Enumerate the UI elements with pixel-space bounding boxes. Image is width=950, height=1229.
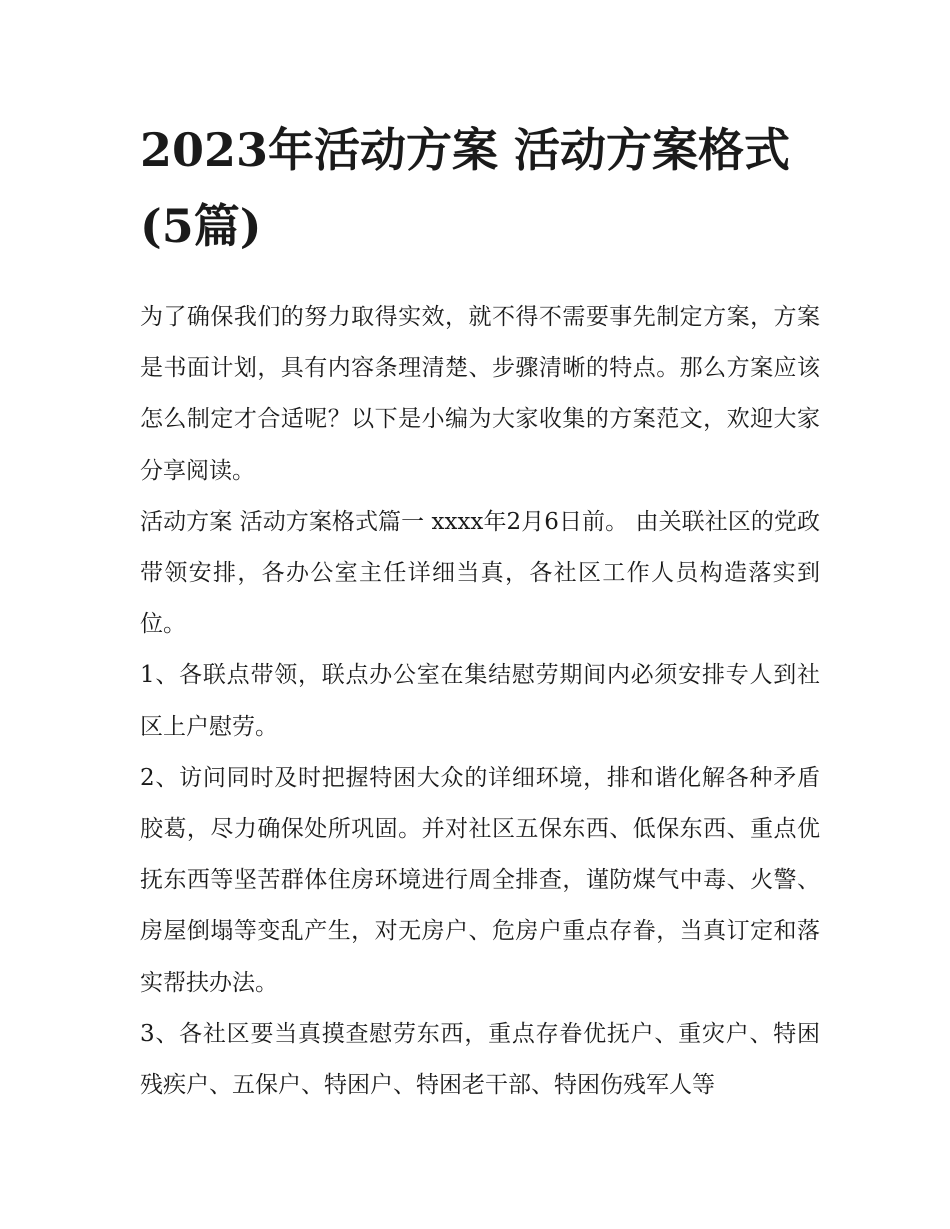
- document-title: 2023年活动方案 活动方案格式(5篇): [140, 123, 791, 253]
- paragraph-section-one: 活动方案 活动方案格式篇一 xxxx年2月6日前。 由关联社区的党政带领安排，各办公室主任详细当真，各社区工作人员构造落实到位。: [140, 508, 820, 638]
- paragraph-item-1: 1、各联点带领，联点办公室在集结慰劳期间内必须安排专人到社区上户慰劳。: [140, 662, 820, 740]
- paragraph-item-2: 2、访问同时及时把握特困大众的详细环境，排和谐化解各种矛盾胶葛，尽力确保处所巩固。并对社区五保东西、低保东西、重点优抚东西等坚苦群体住房环境进行周全排查，谨防煤气中毒、火警、房屋倒塌等变乱产生，对无房户、危房户重点存眷，当真订定和落实帮扶办法。: [140, 764, 820, 996]
- document-body: [140, 292, 820, 1111]
- document-page: [140, 112, 820, 1111]
- paragraph-intro: 为了确保我们的努力取得实效，就不得不需要事先制定方案，方案是书面计划，具有内容条理清楚、步骤清晰的特点。那么方案应该怎么制定才合适呢？以下是小编为大家收集的方案范文，欢迎大家分享阅读。: [140, 304, 820, 484]
- paragraph-item-3: 3、各社区要当真摸查慰劳东西，重点存眷优抚户、重灾户、特困残疾户、五保户、特困户、特困老干部、特困伤残军人等: [140, 1020, 820, 1099]
